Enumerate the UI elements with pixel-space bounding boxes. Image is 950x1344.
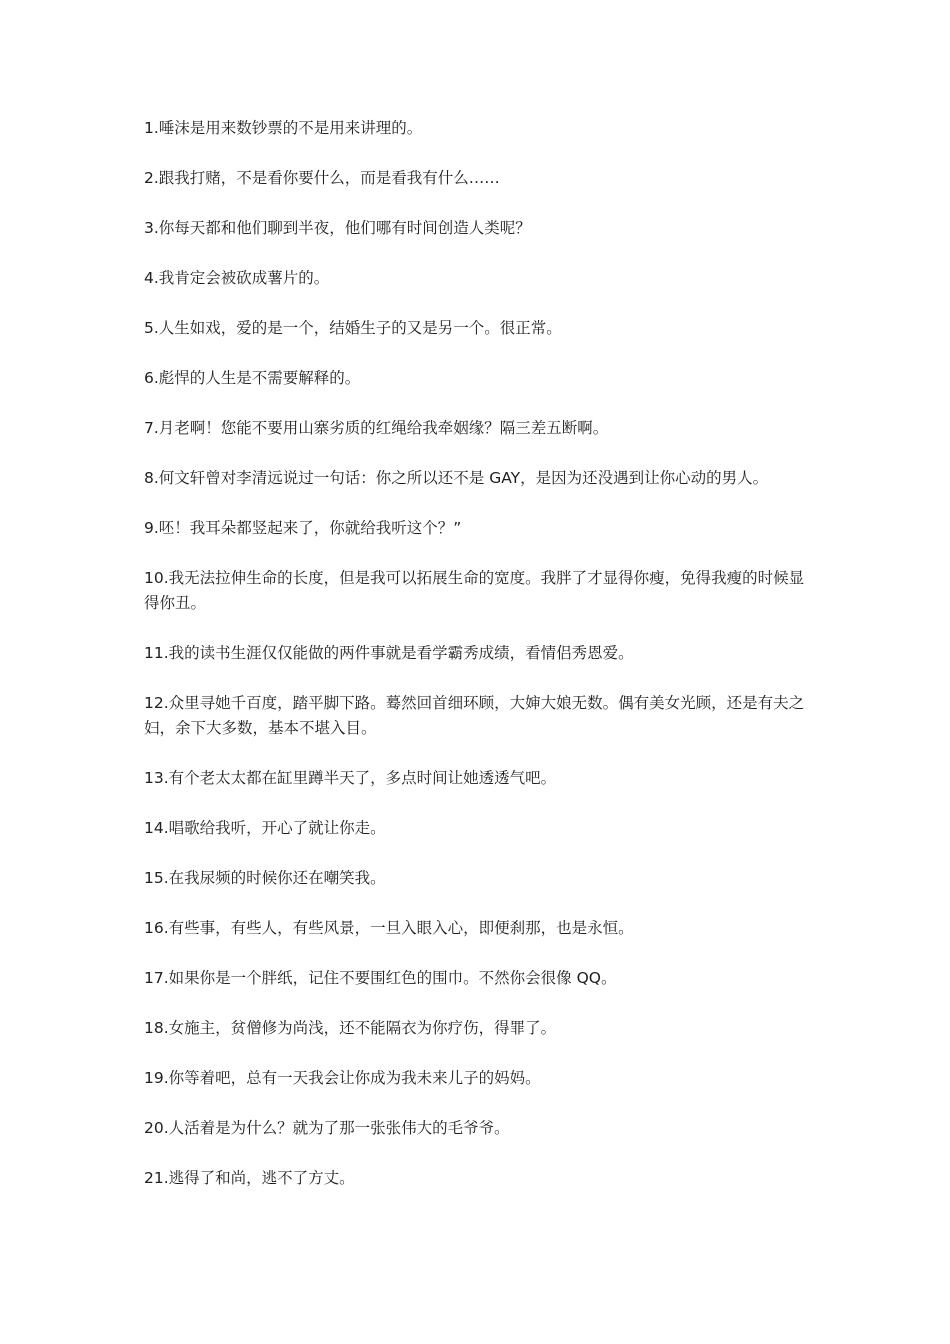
list-item: 20.人活着是为什么？就为了那一张张伟大的毛爷爷。 — [144, 1119, 510, 1137]
list-item: 4.我肯定会被砍成薯片的。 — [144, 269, 330, 287]
list-item: 12.众里寻她千百度，踏平脚下路。蓦然回首细环顾，大婶大娘无数。偶有美女光顾，还是有夫之妇，余下大多数，基本不堪入目。 — [144, 694, 805, 737]
list-item: 21.逃得了和尚，逃不了方丈。 — [144, 1169, 355, 1187]
list-item: 7.月老啊！您能不要用山寨劣质的红绳给我牵姻缘？隔三差五断啊。 — [144, 419, 609, 437]
joke-list — [144, 116, 814, 1216]
list-item: 13.有个老太太都在缸里蹲半天了，多点时间让她透透气吧。 — [144, 769, 557, 787]
list-item: 5.人生如戏，爱的是一个，结婚生子的又是另一个。很正常。 — [144, 319, 562, 337]
list-item: 10.我无法拉伸生命的长度，但是我可以拓展生命的宽度。我胖了才显得你瘦，免得我瘦的时候显得你丑。 — [144, 569, 805, 612]
list-item: 19.你等着吧，总有一天我会让你成为我未来儿子的妈妈。 — [144, 1069, 541, 1087]
list-item: 15.在我尿频的时候你还在嘲笑我。 — [144, 869, 386, 887]
list-item: 11.我的读书生涯仅仅能做的两件事就是看学霸秀成绩，看情侣秀恩爱。 — [144, 644, 634, 662]
list-item: 2.跟我打赌，不是看你要什么，而是看我有什么…… — [144, 169, 500, 187]
list-item: 6.彪悍的人生是不需要解释的。 — [144, 369, 361, 387]
list-item: 3.你每天都和他们聊到半夜，他们哪有时间创造人类呢？ — [144, 219, 531, 237]
list-item: 18.女施主，贫僧修为尚浅，还不能隔衣为你疗伤，得罪了。 — [144, 1019, 557, 1037]
list-item: 9.呸！我耳朵都竖起来了，你就给我听这个？” — [144, 519, 462, 537]
list-item: 1.唾沫是用来数钞票的不是用来讲理的。 — [144, 119, 423, 137]
list-item: 16.有些事，有些人，有些风景，一旦入眼入心，即便刹那，也是永恒。 — [144, 919, 634, 937]
list-item: 17.如果你是一个胖纸，记住不要围红色的围巾。不然你会很像 QQ。 — [144, 969, 617, 987]
list-item: 14.唱歌给我听，开心了就让你走。 — [144, 819, 386, 837]
list-item: 8.何文轩曾对李清远说过一句话：你之所以还不是 GAY，是因为还没遇到让你心动的男人。 — [144, 469, 769, 487]
